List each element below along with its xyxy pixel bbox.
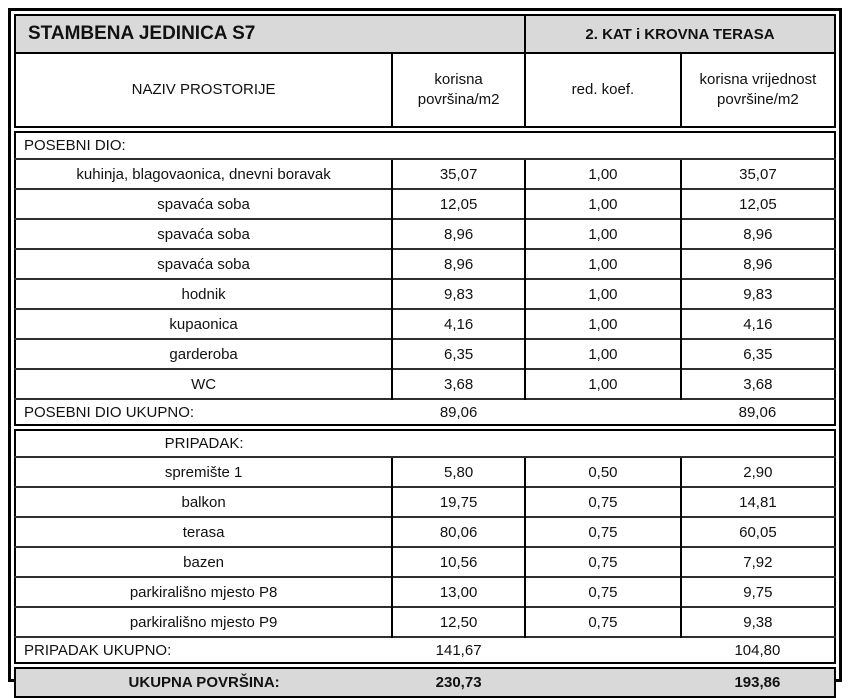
table-row [15, 279, 835, 309]
table-row [15, 159, 835, 189]
section-row [15, 428, 835, 458]
section-row [15, 130, 835, 160]
cell-value [681, 130, 835, 160]
title-row [15, 15, 835, 53]
cell-area: 6,35 [392, 339, 525, 369]
cell-coef [525, 399, 681, 428]
table-row [15, 189, 835, 219]
cell-coef: 1,00 [525, 279, 681, 309]
cell-area: 5,80 [392, 457, 525, 487]
cell-value: 12,05 [681, 189, 835, 219]
cell-area [392, 428, 525, 458]
area-table [14, 14, 836, 698]
column-header-reduction-coef: red. koef. [525, 53, 681, 130]
cell-name: bazen [15, 547, 392, 577]
cell-label: UKUPNA POVRŠINA: [15, 666, 392, 698]
cell-area: 4,16 [392, 309, 525, 339]
cell-coef: 1,00 [525, 159, 681, 189]
cell-area: 13,00 [392, 577, 525, 607]
cell-value: 104,80 [681, 637, 835, 666]
cell-value: 14,81 [681, 487, 835, 517]
table-row [15, 517, 835, 547]
cell-area: 12,05 [392, 189, 525, 219]
cell-coef: 1,00 [525, 219, 681, 249]
table-row [15, 219, 835, 249]
cell-area [392, 130, 525, 160]
summary-row [15, 399, 835, 428]
cell-name: hodnik [15, 279, 392, 309]
floor-title: 2. KAT i KROVNA TERASA [525, 15, 835, 53]
cell-value: 3,68 [681, 369, 835, 399]
cell-coef [525, 637, 681, 666]
cell-coef: 1,00 [525, 249, 681, 279]
column-header-usable-area: korisna površina/m2 [392, 53, 525, 130]
cell-value: 7,92 [681, 547, 835, 577]
cell-coef: 0,75 [525, 577, 681, 607]
cell-area: 9,83 [392, 279, 525, 309]
cell-name: spavaća soba [15, 219, 392, 249]
table-row [15, 487, 835, 517]
summary-row [15, 637, 835, 666]
cell-coef: 0,75 [525, 517, 681, 547]
cell-area: 230,73 [392, 666, 525, 698]
cell-name: parkirališno mjesto P8 [15, 577, 392, 607]
cell-coef [525, 666, 681, 698]
cell-area: 89,06 [392, 399, 525, 428]
cell-name: WC [15, 369, 392, 399]
cell-area: 8,96 [392, 219, 525, 249]
cell-value: 89,06 [681, 399, 835, 428]
cell-area: 10,56 [392, 547, 525, 577]
table-row [15, 547, 835, 577]
cell-area: 8,96 [392, 249, 525, 279]
column-header-usable-value: korisna vrijednost površine/m2 [681, 53, 835, 130]
column-header-row [15, 53, 835, 130]
table-row [15, 339, 835, 369]
cell-name: spremište 1 [15, 457, 392, 487]
cell-value: 6,35 [681, 339, 835, 369]
area-table-frame [8, 8, 842, 691]
cell-label: POSEBNI DIO: [15, 130, 392, 160]
cell-area: 12,50 [392, 607, 525, 637]
cell-value: 60,05 [681, 517, 835, 547]
cell-value: 8,96 [681, 219, 835, 249]
cell-value: 2,90 [681, 457, 835, 487]
cell-value [681, 428, 835, 458]
table-row [15, 607, 835, 637]
cell-coef: 1,00 [525, 369, 681, 399]
cell-name: parkirališno mjesto P9 [15, 607, 392, 637]
cell-coef: 0,75 [525, 607, 681, 637]
cell-coef: 0,75 [525, 547, 681, 577]
table-row [15, 369, 835, 399]
cell-coef: 0,75 [525, 487, 681, 517]
cell-area: 80,06 [392, 517, 525, 547]
cell-name: balkon [15, 487, 392, 517]
cell-label: PRIPADAK UKUPNO: [15, 637, 392, 666]
cell-area: 35,07 [392, 159, 525, 189]
cell-name: spavaća soba [15, 189, 392, 219]
cell-value: 35,07 [681, 159, 835, 189]
table-row [15, 249, 835, 279]
cell-name: garderoba [15, 339, 392, 369]
cell-value: 9,83 [681, 279, 835, 309]
cell-coef: 1,00 [525, 339, 681, 369]
cell-name: kuhinja, blagovaonica, dnevni boravak [15, 159, 392, 189]
cell-name: spavaća soba [15, 249, 392, 279]
cell-value: 193,86 [681, 666, 835, 698]
cell-area: 141,67 [392, 637, 525, 666]
cell-coef: 1,00 [525, 309, 681, 339]
cell-coef: 1,00 [525, 189, 681, 219]
column-header-room-name: NAZIV PROSTORIJE [15, 53, 392, 130]
cell-value: 4,16 [681, 309, 835, 339]
cell-coef [525, 428, 681, 458]
cell-name: terasa [15, 517, 392, 547]
cell-label: PRIPADAK: [15, 428, 392, 458]
cell-value: 8,96 [681, 249, 835, 279]
cell-value: 9,38 [681, 607, 835, 637]
cell-value: 9,75 [681, 577, 835, 607]
cell-coef [525, 130, 681, 160]
table-row [15, 309, 835, 339]
cell-coef: 0,50 [525, 457, 681, 487]
cell-label: POSEBNI DIO UKUPNO: [15, 399, 392, 428]
cell-area: 19,75 [392, 487, 525, 517]
table-row [15, 577, 835, 607]
total-row [15, 666, 835, 698]
table-row [15, 457, 835, 487]
unit-title: STAMBENA JEDINICA S7 [15, 15, 525, 53]
cell-area: 3,68 [392, 369, 525, 399]
cell-name: kupaonica [15, 309, 392, 339]
